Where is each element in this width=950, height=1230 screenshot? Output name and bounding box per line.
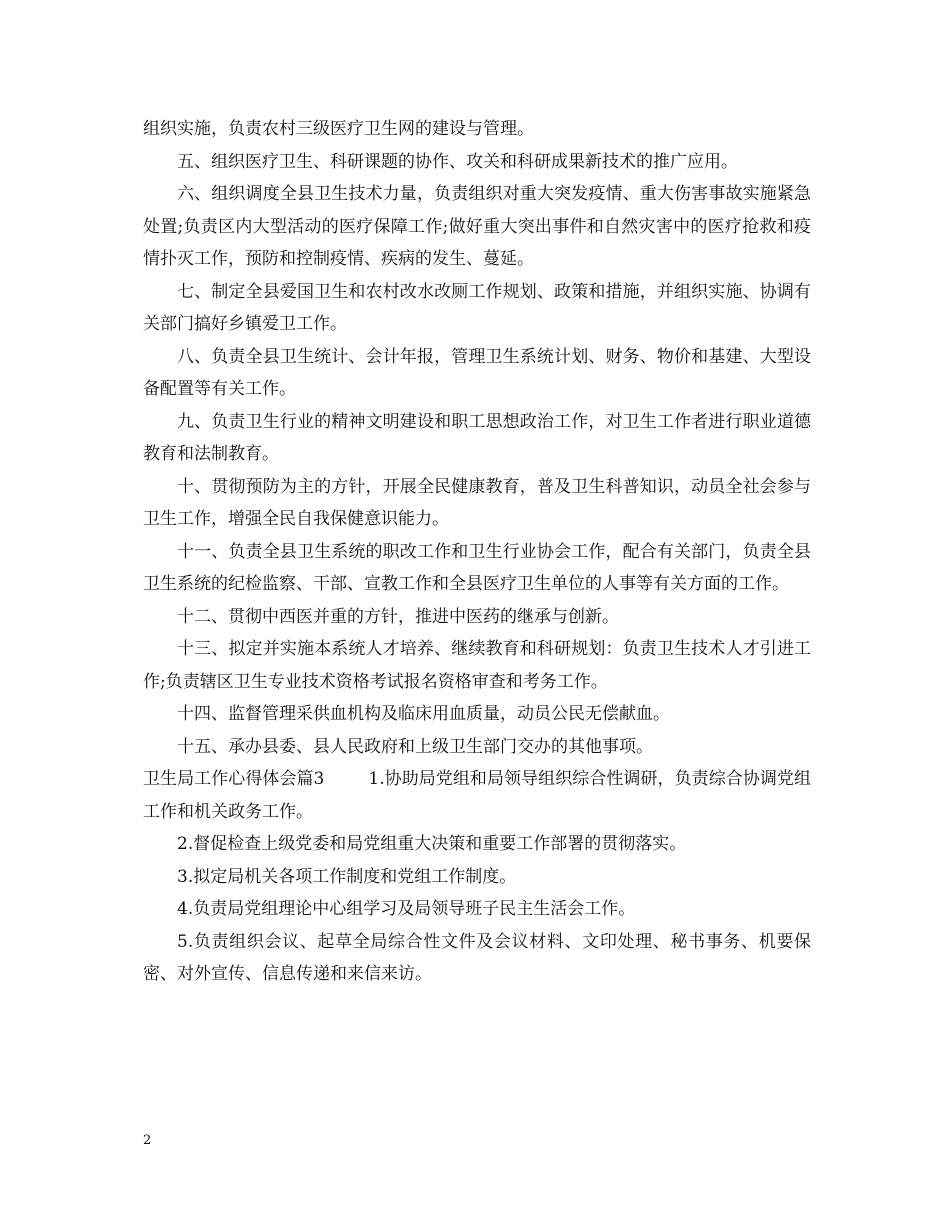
paragraph-continuation: 组织实施，负责农村三级医疗卫生网的建设与管理。	[143, 119, 534, 139]
paragraph-item-12: 十二、贯彻中西医并重的方针，推进中医药的继承与创新。	[177, 606, 619, 627]
document-body	[143, 113, 811, 991]
section-paragraph	[143, 763, 811, 828]
paragraph-item-6: 六、组织调度全县卫生技术力量，负责组织对重大突发疫情、重大伤害事故实施紧急处置;负责区内大型活动的医疗保障工作;做好重大突出事件和自然灾害中的医疗抢救和疫情扑灭工作，预防和控制疫情、疾病的发生、蔓延。	[143, 184, 811, 269]
paragraph-item-15: 十五、承办县委、县人民政府和上级卫生部门交办的其他事项。	[177, 736, 653, 757]
numbered-item-5: 5.负责组织会议、起草全局综合性文件及会议材料、文印处理、秘书事务、机要保密、对外宣传、信息传递和来信来访。	[143, 931, 811, 984]
paragraph-item-8: 八、负责全县卫生统计、会计年报，管理卫生系统计划、财务、物价和基建、大型设备配置等有关工作。	[143, 346, 811, 399]
paragraph-item-11: 十一、负责全县卫生系统的职改工作和卫生行业协会工作，配合有关部门，负责全县卫生系统的纪检监察、干部、宣教工作和全县医疗卫生单位的人事等有关方面的工作。	[143, 541, 811, 594]
numbered-item-3: 3.拟定局机关各项工作制度和党组工作制度。	[177, 866, 517, 887]
paragraph-item-7: 七、制定全县爱国卫生和农村改水改厕工作规划、政策和措施，并组织实施、协调有关部门搞好乡镇爱卫工作。	[143, 281, 811, 334]
page-number: 2	[143, 1133, 152, 1148]
paragraph-item-10: 十、贯彻预防为主的方针，开展全民健康教育，普及卫生科普知识，动员全社会参与卫生工作，增强全民自我保健意识能力。	[143, 476, 811, 529]
numbered-item-4: 4.负责局党组理论中心组学习及局领导班子民主生活会工作。	[177, 899, 636, 919]
section-first-item: 1.协助局党组和局领导组织综合性调研，负责综合协调党组工作和机关政务工作。	[143, 769, 811, 822]
section-title: 卫生局工作心得体会篇3	[143, 769, 325, 789]
paragraph-item-5: 五、组织医疗卫生、科研课题的协作、攻关和科研成果新技术的推广应用。	[177, 151, 738, 172]
paragraph-item-9: 九、负责卫生行业的精神文明建设和职工思想政治工作，对卫生工作者进行职业道德教育和法制教育。	[143, 411, 811, 464]
numbered-item-2: 2.督促检查上级党委和局党组重大决策和重要工作部署的贯彻落实。	[177, 834, 687, 854]
paragraph-item-14: 十四、监督管理采供血机构及临床用血质量，动员公民无偿献血。	[177, 704, 670, 724]
paragraph-item-13: 十三、拟定并实施本系统人才培养、继续教育和科研规划：负责卫生技术人才引进工作;负责辖区卫生专业技术资格考试报名资格审查和考务工作。	[143, 639, 811, 692]
